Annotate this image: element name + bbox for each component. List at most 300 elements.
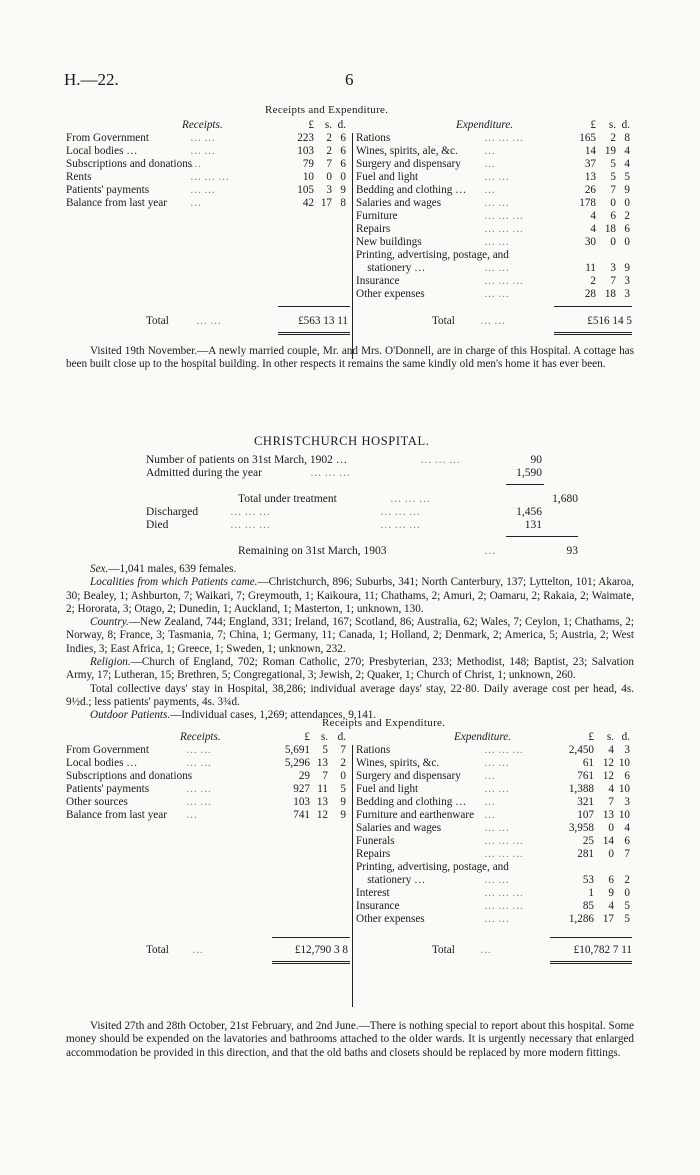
shillings-value: 2 — [326, 145, 332, 157]
leader-dots: … … … — [484, 744, 524, 756]
receipts-label: From Government — [66, 744, 149, 756]
discharged-label: Discharged — [146, 506, 199, 518]
expenditure-column-label: Expenditure. — [454, 731, 512, 743]
expenditure-row — [66, 249, 636, 262]
expenditure-row — [66, 913, 636, 926]
total-rule — [550, 937, 632, 938]
shillings-value: 4 — [608, 744, 614, 756]
shillings-value: 7 — [322, 770, 328, 782]
receipts-total-label: Total — [146, 944, 169, 956]
pounds-value: 37 — [584, 158, 596, 170]
pounds-value: 103 — [297, 145, 314, 157]
leader-dots: … … — [190, 184, 216, 196]
expenditure-row — [66, 874, 636, 887]
expenditure-label: Bedding and clothing … — [356, 796, 467, 808]
pounds-value: 2,450 — [568, 744, 594, 756]
country-paragraph — [66, 616, 634, 656]
leader-dots: … … — [484, 913, 510, 925]
stat-dots: … … … — [310, 467, 351, 479]
total-double-rule — [554, 332, 632, 335]
pounds-value: 5,691 — [284, 744, 310, 756]
shillings-value: 4 — [608, 783, 614, 795]
expenditure-label: Surgery and dispensary — [356, 770, 461, 782]
pence-col-head: d. — [337, 119, 346, 131]
expenditure-row — [66, 288, 636, 301]
leader-dots: … … — [186, 783, 212, 795]
shillings-value: 2 — [326, 132, 332, 144]
receipts-label: Balance from last year — [66, 197, 167, 209]
pence-value: 3 — [624, 796, 630, 808]
pounds-value: 741 — [293, 809, 310, 821]
expenditure-label: Repairs — [356, 848, 391, 860]
pound-col-head: £ — [588, 731, 594, 743]
pence-value: 2 — [340, 757, 346, 769]
pounds-value: 13 — [584, 171, 596, 183]
shillings-value: 6 — [608, 874, 614, 886]
page-number: 6 — [345, 70, 354, 89]
expenditure-label: New buildings — [356, 236, 422, 248]
expenditure-total-value: £10,782 7 11 — [573, 944, 632, 956]
expenditure-label: Furniture and earthenware — [356, 809, 475, 821]
leader-dots: … — [484, 145, 496, 157]
total-rule — [272, 937, 350, 938]
stat-dots: … … … — [380, 506, 421, 518]
sex-paragraph — [66, 563, 634, 576]
expenditure-row — [66, 236, 636, 249]
total-double-rule — [272, 961, 350, 964]
pence-value: 0 — [340, 770, 346, 782]
expenditure-label: Wines, spirits, ale, &c. — [356, 145, 458, 157]
shilling-col-head: s. — [606, 731, 614, 743]
total-rule — [554, 306, 632, 307]
leader-dots: … … — [484, 783, 510, 795]
pence-value: 2 — [624, 210, 630, 222]
shillings-value: 18 — [604, 288, 616, 300]
shillings-value: 17 — [320, 197, 332, 209]
leader-dots: … … — [484, 197, 510, 209]
sum-rule — [506, 484, 544, 485]
died-label: Died — [146, 519, 169, 531]
pounds-value: 105 — [297, 184, 314, 196]
expenditure-label: Other expenses — [356, 913, 425, 925]
pounds-value: 29 — [298, 770, 310, 782]
expenditure-total-label: Total — [432, 315, 455, 327]
pence-value: 0 — [624, 887, 630, 899]
sum-rule — [506, 536, 578, 537]
total-dots: … … — [480, 315, 506, 327]
stat-dots: … … … — [380, 519, 421, 531]
patients-start-label: Number of patients on 31st March, 1902 … — [146, 454, 348, 466]
expenditure-row — [66, 887, 636, 900]
pounds-value: 1,286 — [568, 913, 594, 925]
pounds-value: 10 — [302, 171, 314, 183]
bottom-table-header — [66, 731, 636, 744]
leader-dots: … — [186, 809, 198, 821]
localities-lead: Localities from which Patients came. — [90, 576, 258, 589]
receipts-total-value: £563 13 11 — [298, 315, 348, 327]
receipts-total-value: £12,790 3 8 — [294, 944, 348, 956]
sex-text: —1,041 males, 639 females. — [108, 563, 237, 575]
expenditure-label: Printing, advertising, postage, and — [356, 861, 509, 873]
leader-dots: … … — [190, 132, 216, 144]
pence-value: 4 — [624, 822, 630, 834]
top-visit-note: Visited 19th November.—A newly married couple, Mr. and Mrs. O'Donnell, are in charge of this Hospital. A cottage has been built close up to the hospital building. In other respects it remains the same kindly old men's home it has ever been. — [66, 345, 634, 371]
pence-value: 0 — [340, 171, 346, 183]
leader-dots: … … … — [190, 171, 230, 183]
pence-col-head: d. — [337, 731, 346, 743]
leader-dots: … … … — [484, 275, 524, 287]
pounds-value: 1,388 — [568, 783, 594, 795]
expenditure-label: Insurance — [356, 900, 400, 912]
leader-dots: … — [484, 796, 496, 808]
pence-value: 7 — [340, 744, 346, 756]
shillings-value: 0 — [610, 236, 616, 248]
top-total-row — [66, 315, 636, 328]
expenditure-row — [66, 275, 636, 288]
receipts-label: Local bodies … — [66, 757, 138, 769]
expenditure-label: Printing, advertising, postage, and — [356, 249, 509, 261]
receipts-label: Subscriptions and donations — [66, 770, 193, 782]
expenditure-row — [66, 262, 636, 275]
top-table-header — [66, 119, 636, 132]
expenditure-label: Repairs — [356, 223, 391, 235]
stat-dots: … — [484, 545, 496, 557]
pence-value: 8 — [340, 197, 346, 209]
expenditure-label: Furniture — [356, 210, 398, 222]
pence-value: 6 — [340, 132, 346, 144]
shilling-col-head: s. — [320, 731, 328, 743]
patients-start-value: 90 — [530, 454, 542, 466]
expenditure-row — [66, 770, 636, 783]
expenditure-row — [66, 158, 636, 171]
shillings-value: 5 — [610, 158, 616, 170]
leader-dots: … — [484, 158, 496, 170]
pounds-value: 4 — [590, 223, 596, 235]
leader-dots: … … … — [484, 132, 524, 144]
pence-value: 6 — [624, 770, 630, 782]
pounds-value: 61 — [582, 757, 594, 769]
shillings-value: 18 — [604, 223, 616, 235]
localities-text: —Christchurch, 896; Suburbs, 341; North Canterbury, 137; Lyttelton, 101; Akaroa, 30; Bealey, 1; Ashburton, 7; Waikari, 7; Greymouth, 1; Kaikoura, 11; Chathams, 2; Amuri, 2; Oamaru, 2; Rakaia, 2; Waimate, 2; Hororata, 3; Otago, 2; Dunedin, 1; Auckland, 1; Masterton, 1; unknown, 130. — [66, 576, 634, 615]
expenditure-label: stationery … — [356, 262, 426, 274]
pounds-value: 42 — [302, 197, 314, 209]
pounds-value: 927 — [293, 783, 310, 795]
admitted-value: 1,590 — [516, 467, 542, 479]
pounds-value: 103 — [293, 796, 310, 808]
collective-stay-paragraph: Total collective days' stay in Hospital, 38,286; individual average days' stay, 22·80. Daily average cost per head, 4s. 9½d.; less patients' payments, 4s. 3¾d. — [66, 682, 634, 708]
shillings-value: 0 — [608, 822, 614, 834]
receipts-label: Subscriptions and donations — [66, 158, 193, 170]
pence-value: 2 — [624, 874, 630, 886]
leader-dots: … … — [484, 822, 510, 834]
shillings-value: 12 — [316, 809, 328, 821]
bottom-total-row — [66, 944, 636, 957]
expenditure-row — [66, 822, 636, 835]
pence-value: 9 — [624, 262, 630, 274]
total-dots: … … — [196, 315, 222, 327]
shillings-value: 0 — [608, 848, 614, 860]
leader-dots: … … — [484, 262, 510, 274]
shillings-value: 13 — [316, 757, 328, 769]
shillings-value: 5 — [322, 744, 328, 756]
shillings-value: 9 — [608, 887, 614, 899]
stat-dots: … … … — [230, 519, 271, 531]
expenditure-label: Wines, spirits, &c. — [356, 757, 440, 769]
shillings-value: 2 — [610, 132, 616, 144]
shillings-value: 4 — [608, 900, 614, 912]
pounds-value: 107 — [577, 809, 594, 821]
expenditure-row — [66, 184, 636, 197]
pence-value: 5 — [624, 171, 630, 183]
shillings-value: 17 — [602, 913, 614, 925]
shillings-value: 7 — [610, 184, 616, 196]
expenditure-row — [66, 145, 636, 158]
expenditure-row — [66, 132, 636, 145]
receipts-column-label: Receipts. — [182, 119, 223, 131]
pounds-value: 761 — [577, 770, 594, 782]
pounds-value: 26 — [584, 184, 596, 196]
expenditure-row — [66, 796, 636, 809]
leader-dots: … — [484, 809, 496, 821]
shillings-value: 7 — [610, 275, 616, 287]
pence-value: 9 — [340, 809, 346, 821]
total-dots: … — [480, 944, 492, 956]
expenditure-row — [66, 210, 636, 223]
shillings-value: 13 — [602, 809, 614, 821]
pence-value: 6 — [624, 223, 630, 235]
pence-value: 9 — [340, 796, 346, 808]
pence-value: 7 — [624, 848, 630, 860]
pence-value: 4 — [624, 158, 630, 170]
leader-dots: … … … — [484, 848, 524, 860]
expenditure-label: Funerals — [356, 835, 395, 847]
leader-dots: … … — [190, 145, 216, 157]
expenditure-row — [66, 848, 636, 861]
patient-breakdown — [66, 563, 634, 723]
shillings-value: 19 — [604, 145, 616, 157]
bottom-visit-note: Visited 27th and 28th October, 21st February, and 2nd June.—There is nothing special to report about this hospital. Some money should be expended on the lavatories and bathrooms attached to the older wards. It is urgently necessary that enlarged accommodation be provided in this direction, and that the old baths and closets should be replaced by more modern fittings. — [66, 1020, 634, 1059]
expenditure-row — [66, 783, 636, 796]
leader-dots: … … — [186, 757, 212, 769]
leader-dots: … … … — [484, 887, 524, 899]
expenditure-column-label: Expenditure. — [456, 119, 514, 131]
stat-dots: … … … — [420, 454, 461, 466]
pounds-value: 25 — [582, 835, 594, 847]
shilling-col-head: s. — [324, 119, 332, 131]
expenditure-label: Fuel and light — [356, 171, 419, 183]
pence-value: 5 — [624, 900, 630, 912]
pound-col-head: £ — [304, 731, 310, 743]
expenditure-label: Surgery and dispensary — [356, 158, 461, 170]
expenditure-total-value: £516 14 5 — [587, 315, 632, 327]
pounds-value: 165 — [579, 132, 596, 144]
receipts-column-label: Receipts. — [180, 731, 221, 743]
hospital-title: CHRISTCHURCH HOSPITAL. — [254, 434, 430, 448]
admitted-label: Admitted during the year — [146, 467, 262, 479]
shillings-value: 12 — [602, 770, 614, 782]
leader-dots: … — [190, 197, 202, 209]
leader-dots: … … — [484, 236, 510, 248]
expenditure-label: Salaries and wages — [356, 197, 442, 209]
total-dots: … — [192, 944, 204, 956]
pence-value: 4 — [624, 145, 630, 157]
top-section-heading: Receipts and Expenditure. — [265, 104, 389, 116]
expenditure-row — [66, 197, 636, 210]
outdoor-text: —Individual cases, 1,269; attendances, 9,141. — [170, 709, 377, 722]
pounds-value: 321 — [577, 796, 594, 808]
receipts-label: Balance from last year — [66, 809, 167, 821]
died-value: 131 — [524, 519, 542, 531]
pence-col-head: d. — [621, 731, 630, 743]
pounds-value: 30 — [584, 236, 596, 248]
leader-dots: … — [484, 184, 496, 196]
shillings-value: 13 — [316, 796, 328, 808]
religion-paragraph — [66, 656, 634, 683]
expenditure-row — [66, 171, 636, 184]
pence-value: 3 — [624, 288, 630, 300]
leader-dots: … … — [186, 796, 212, 808]
pence-value: 9 — [624, 184, 630, 196]
pence-value: 5 — [340, 783, 346, 795]
shillings-value: 3 — [326, 184, 332, 196]
leader-dots: … … — [186, 744, 212, 756]
pence-value: 0 — [624, 197, 630, 209]
total-double-rule — [550, 961, 632, 964]
pounds-value: 28 — [584, 288, 596, 300]
pounds-value: 223 — [297, 132, 314, 144]
country-text: —New Zealand, 744; England, 331; Ireland, 167; Scotland, 86; Australia, 62; Wales, 7; Ceylon, 1; Chathams, 2; Norway, 8; France, 3; Tasmania, 7; China, 1; Germany, 11; Canada, 1; Holland, 2; Denmark, 2; America, 5; Austria, 2; West Indies, 3; East Africa, 1; Greece, 1; Sweden, 1; unknown, 232. — [66, 616, 634, 655]
pence-value: 10 — [618, 783, 630, 795]
pounds-value: 11 — [585, 262, 596, 274]
receipts-label: Rents — [66, 171, 92, 183]
discharged-value: 1,456 — [516, 506, 542, 518]
shillings-value: 3 — [610, 262, 616, 274]
total-double-rule — [278, 332, 350, 335]
shillings-value: 14 — [602, 835, 614, 847]
receipts-total-label: Total — [146, 315, 169, 327]
expenditure-label: Interest — [356, 887, 390, 899]
pence-value: 3 — [624, 744, 630, 756]
treatment-value: 1,680 — [552, 493, 578, 505]
pounds-value: 281 — [577, 848, 594, 860]
localities-paragraph — [66, 576, 634, 616]
pounds-value: 178 — [579, 197, 596, 209]
leader-dots: … — [484, 770, 496, 782]
pounds-value: 2 — [590, 275, 596, 287]
expenditure-row — [66, 809, 636, 822]
expenditure-label: Insurance — [356, 275, 400, 287]
expenditure-row — [66, 223, 636, 236]
shillings-value: 0 — [610, 197, 616, 209]
expenditure-row — [66, 757, 636, 770]
treatment-label: Total under treatment — [238, 493, 337, 505]
shillings-value: 5 — [610, 171, 616, 183]
pence-value: 9 — [340, 184, 346, 196]
pounds-value: 1 — [588, 887, 594, 899]
expenditure-row — [66, 835, 636, 848]
pence-value: 6 — [340, 145, 346, 157]
religion-lead: Religion. — [90, 656, 131, 669]
pounds-value: 79 — [302, 158, 314, 170]
receipts-label: Local bodies … — [66, 145, 138, 157]
leader-dots: … — [190, 158, 202, 170]
religion-text: —Church of England, 702; Roman Catholic, 270; Presbyterian, 233; Methodist, 148; Baptist, 23; Salvation Army, 17; Lutheran, 15; Brethren, 5; Congregational, 3; Jewish, 2; Quaker, 1; Church of Christ, 1; unknown, 260. — [66, 656, 634, 682]
expenditure-label: Fuel and light — [356, 783, 419, 795]
leader-dots: … … … — [484, 900, 524, 912]
expenditure-total-label: Total — [432, 944, 455, 956]
sex-lead: Sex. — [90, 563, 109, 575]
shillings-value: 7 — [326, 158, 332, 170]
pounds-value: 4 — [590, 210, 596, 222]
receipts-label: Patients' payments — [66, 783, 150, 795]
pound-col-head: £ — [590, 119, 596, 131]
shillings-value: 11 — [317, 783, 328, 795]
stat-dots: … … … — [390, 493, 431, 505]
receipts-label: Other sources — [66, 796, 128, 808]
pound-col-head: £ — [308, 119, 314, 131]
pounds-value: 5,296 — [284, 757, 310, 769]
shillings-value: 6 — [610, 210, 616, 222]
leader-dots: … … — [484, 288, 510, 300]
pounds-value: 85 — [582, 900, 594, 912]
remaining-value: 93 — [566, 545, 578, 557]
leader-dots: … … — [484, 874, 510, 886]
bottom-section-heading: Receipts and Expenditure. — [322, 717, 446, 729]
expenditure-label: stationery … — [356, 874, 426, 886]
expenditure-label: Bedding and clothing … — [356, 184, 467, 196]
remaining-label: Remaining on 31st March, 1903 — [238, 545, 387, 557]
pence-value: 5 — [624, 913, 630, 925]
pence-col-head: d. — [621, 119, 630, 131]
pence-value: 6 — [340, 158, 346, 170]
expenditure-label: Other expenses — [356, 288, 425, 300]
shillings-value: 12 — [602, 757, 614, 769]
expenditure-row — [66, 744, 636, 757]
receipts-label: From Government — [66, 132, 149, 144]
leader-dots: … … … — [484, 835, 524, 847]
leader-dots: … … … — [484, 210, 524, 222]
bottom-receipts-expenditure-table — [66, 731, 636, 1021]
top-receipts-expenditure-table — [66, 119, 636, 369]
pence-value: 10 — [618, 757, 630, 769]
pounds-value: 14 — [584, 145, 596, 157]
expenditure-label: Salaries and wages — [356, 822, 442, 834]
expenditure-row — [66, 900, 636, 913]
leader-dots: … … — [484, 171, 510, 183]
expenditure-row — [66, 861, 636, 874]
pounds-value: 53 — [582, 874, 594, 886]
shillings-value: 0 — [326, 171, 332, 183]
patient-statistics — [0, 454, 700, 566]
total-rule — [278, 306, 350, 307]
shilling-col-head: s. — [608, 119, 616, 131]
pence-value: 3 — [624, 275, 630, 287]
country-lead: Country. — [90, 616, 129, 629]
leader-dots: … … … — [484, 223, 524, 235]
shillings-value: 7 — [608, 796, 614, 808]
expenditure-label: Rations — [356, 744, 391, 756]
outdoor-lead: Outdoor Patients. — [90, 709, 171, 722]
pence-value: 6 — [624, 835, 630, 847]
pence-value: 10 — [618, 809, 630, 821]
pounds-value: 3,958 — [568, 822, 594, 834]
stat-dots: … … … — [230, 506, 271, 518]
expenditure-label: Rations — [356, 132, 391, 144]
page-reference: H.—22. — [64, 70, 119, 89]
table-divider — [352, 745, 353, 1007]
leader-dots: … … — [484, 757, 510, 769]
receipts-label: Patients' payments — [66, 184, 150, 196]
